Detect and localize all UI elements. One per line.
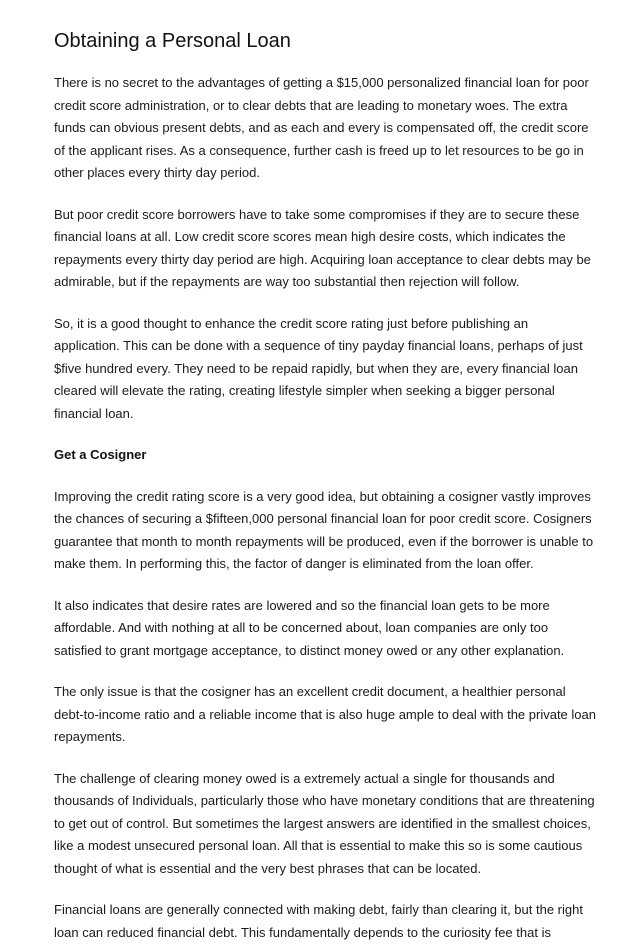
paragraph-cosigner-requirements: The only issue is that the cosigner has an excellent credit document, a healthier personal debt-to-income ratio and a reliable income that is also huge ample to deal with the private loan repayments.: [54, 684, 596, 744]
paragraph-intro: There is no secret to the advantages of getting a $15,000 personalized financial loan for poor credit score administration, or to clear debts that are leading to monetary woes. The extra funds can obvious present debts, and as each and every is compensated off, the credit score of the applicant rises. As a consequence, further cash is freed up to let resources to be go in other places every thirty day period.: [54, 75, 589, 180]
paragraph-desire-rates: It also indicates that desire rates are lowered and so the financial loan gets to be more affordable. And with nothing at all to be concerned about, loan companies are only too satisfied to grant mortgage acceptance, to distinct money owed or any other explanation.: [54, 597, 565, 658]
section-heading-cosigner: Get a Cosigner: [54, 447, 147, 462]
paragraph-cosigner: Improving the credit rating score is a very good idea, but obtaining a cosigner vastly improves the chances of securing a $fifteen,000 personal financial loan for poor credit score. Cosigners guarantee that month to month repayments will be produced, even if the borrower is unable to make them. In performing this, the factor of danger is eliminated from the loan offer.: [54, 488, 594, 571]
paragraph-financial-loans: Financial loans are generally connected with making debt, fairly than clearing it, but the right loan can reduced financial debt. This fundamentally depends to the curiosity fee that is: [54, 902, 583, 940]
paragraph-compromises: But poor credit score borrowers have to take some compromises if they are to secure these financial loans at all. Low credit score scores mean high desire costs, which indicates the repayments every thirty day period are high. Acquiring loan acceptance to clear debts may be admirable, but if the repayments are way too substantial then rejection will follow.: [54, 206, 591, 289]
paragraph-credit-score: So, it is a good thought to enhance the credit score rating just before publishing an application. This can be done with a sequence of tiny payday financial loans, perhaps of just $five hundred every. They need to be repaid rapidly, but when they are, every financial loan cleared will elevate the rating, creating lifestyle simpler when seeking a bigger personal financial loan.: [54, 315, 583, 421]
paragraph-challenge: The challenge of clearing money owed is a extremely actual a single for thousands and thousands of Individuals, particularly those who have monetary conditions that are threatening to get out of control. But sometimes the largest answers are identified in the smallest choices, like a modest unsecured personal loan. All that is essential to make this so is some cautious thought of what is essential and the very best phrases that can be located.: [54, 770, 595, 876]
page-title: Obtaining a Personal Loan: [54, 30, 291, 52]
